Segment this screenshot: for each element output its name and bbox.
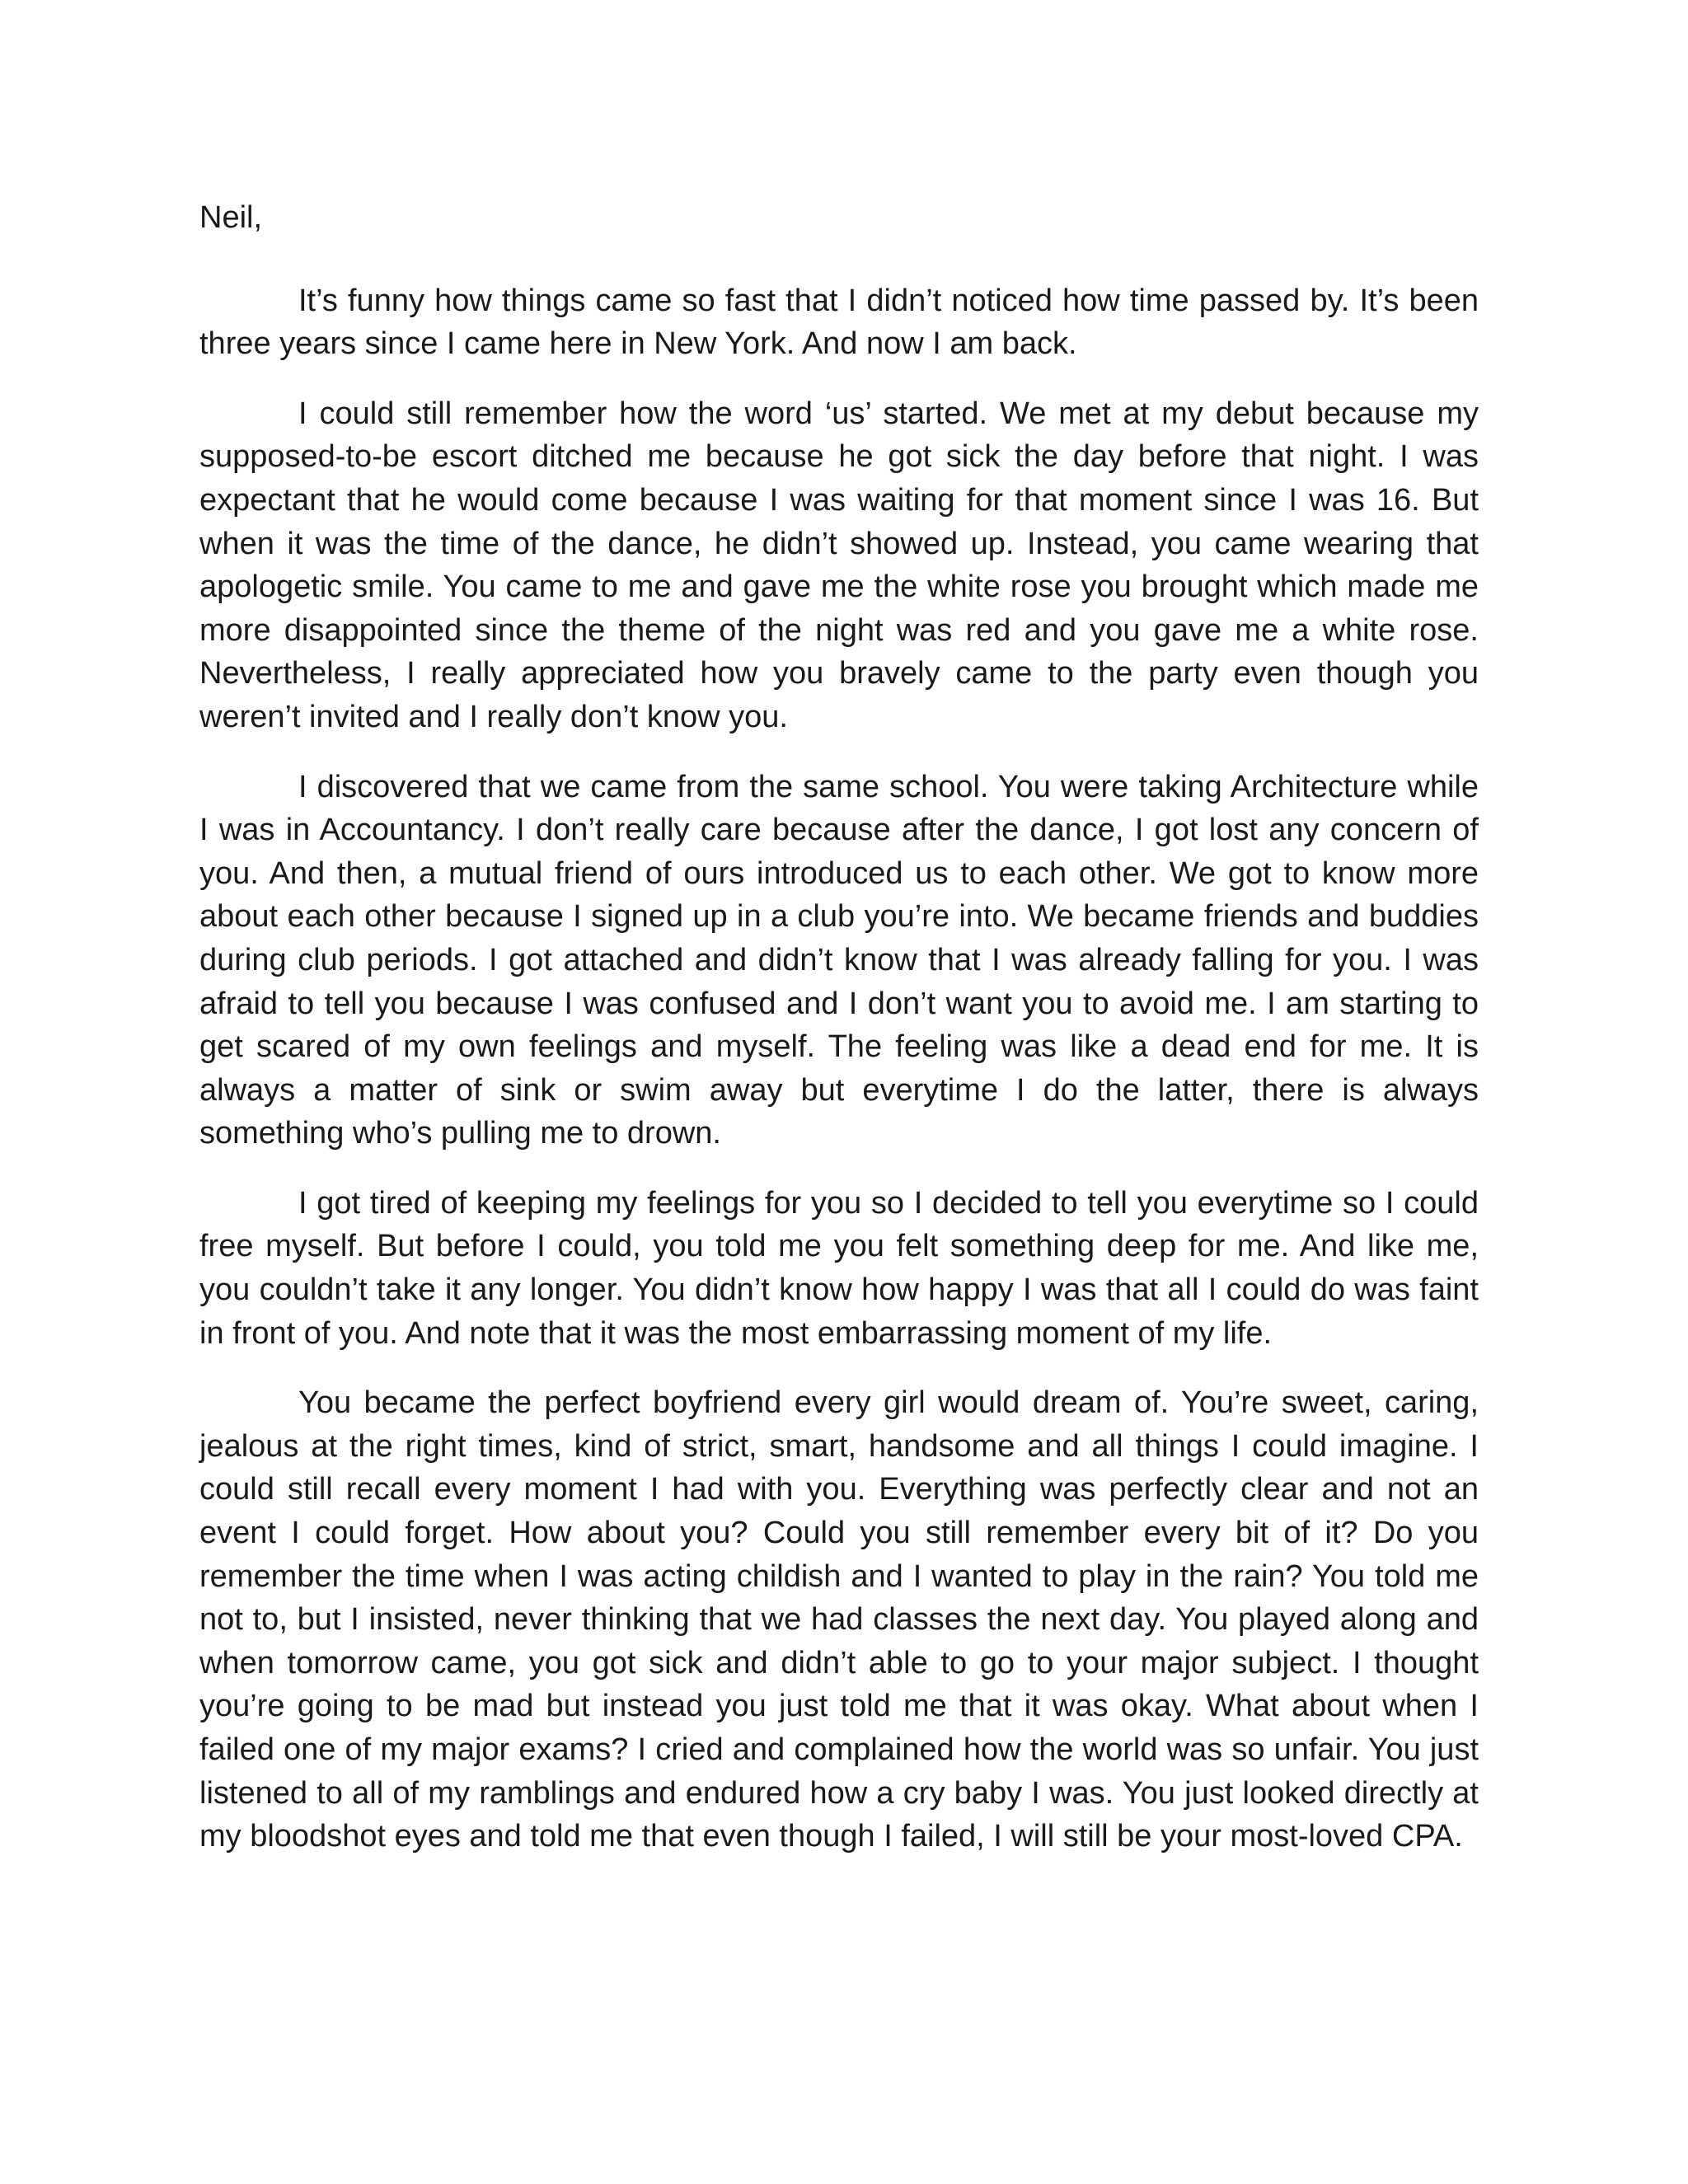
paragraph: You became the perfect boyfriend every girl would dream of. You’re sweet, caring, jealous at the right times, kind of strict, smart, handsome and all things I could imagine. I could still recall every moment I had with you. Everything was perfectly clear and not an event I could forget. How about you? Could you still remember every bit of it? Do you remember the time when I was acting childish and I wanted to play in the rain? You told me not to, but I insisted, never thinking that we had classes the next day. You played along and when tomorrow came, you got sick and didn’t able to go to your major subject. I thought you’re going to be mad but instead you just told me that it was okay. What about when I failed one of my major exams? I cried and complained how the world was so unfair. You just listened to all of my ramblings and endured how a cry baby I was. You just looked directly at my bloodshot eyes and told me that even though I failed, I will still be your most-loved CPA. <box>199 1385 1479 1854</box>
paragraph: I discovered that we came from the same school. You were taking Architecture while I was in Accountancy. I don’t really care because after the dance, I got lost any concern of you. And then, a mutual friend of ours introduced us to each other. We got to know more about each other because I signed up in a club you’re into. We became friends and buddies during club periods. I got attached and didn’t know that I was already falling for you. I was afraid to tell you because I was confused and I don’t want you to avoid me. I am starting to get scared of my own feelings and myself. The feeling was like a dead end for me. It is always a matter of sink or swim away but everytime I do the latter, there is always something who’s pulling me to drown. <box>199 769 1479 1151</box>
paragraph: It’s funny how things came so fast that I didn’t noticed how time passed by. It’s been three years since I came here in New York. And now I am back. <box>199 283 1479 362</box>
paragraph: I could still remember how the word ‘us’ started. We met at my debut because my supposed-to-be escort ditched me because he got sick the day before that night. I was expectant that he would come because I was waiting for that moment since I was 16. But when it was the time of the dance, he didn’t showed up. Instead, you came wearing that apologetic smile. You came to me and gave me the white rose you brought which made me more disappointed since the theme of the night was red and you gave me a white rose. Nevertheless, I really appreciated how you bravely came to the party even though you weren’t invited and I really don’t know you. <box>199 396 1479 734</box>
paragraph: I got tired of keeping my feelings for you so I decided to tell you everytime so I could free myself. But before I could, you told me you felt something deep for me. And like me, you couldn’t take it any longer. You didn’t know how happy I was that all I could do was faint in front of you. And note that it was the most embarrassing moment of my life. <box>199 1185 1479 1351</box>
salutation: Neil, <box>199 200 263 235</box>
letter-body <box>199 196 1479 1858</box>
